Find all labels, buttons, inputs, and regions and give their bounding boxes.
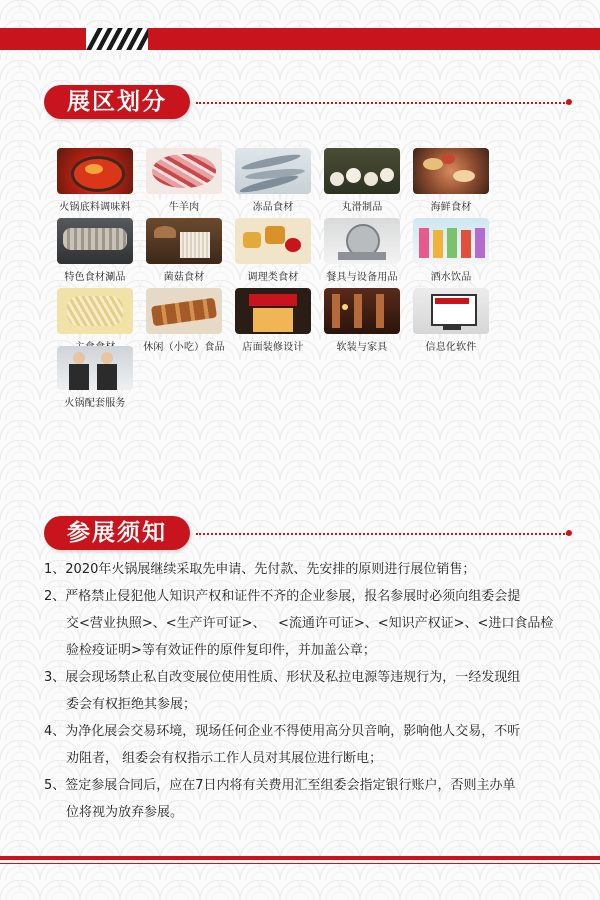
category-item <box>232 288 314 353</box>
section-title-dot <box>566 530 572 536</box>
bottom-thin-line <box>0 863 600 864</box>
category-label: 店面装修设计 <box>242 342 304 353</box>
seafood-image <box>413 148 489 194</box>
category-label: 火锅配套服务 <box>64 398 126 409</box>
category-item <box>54 346 136 409</box>
fried-food-image <box>235 218 311 264</box>
category-item <box>232 218 314 283</box>
category-label: 信息化软件 <box>425 342 477 353</box>
section-title-exhibitor-notice: 参展须知 <box>44 516 190 550</box>
category-item <box>54 148 136 213</box>
hotpot-image <box>57 148 133 194</box>
category-item <box>143 218 225 283</box>
pos-terminal-image <box>413 288 489 334</box>
storefront-image <box>235 288 311 334</box>
category-label: 菌菇食材 <box>163 272 205 283</box>
note-item-5: 5、签定参展合同后，应在7日内将有关费用汇至组委会指定银行账户，否则主办单 位将视为放弃参展。 <box>44 778 516 820</box>
category-item <box>143 288 225 353</box>
category-label: 休闲（小吃）食品 <box>143 342 225 353</box>
category-label: 海鲜食材 <box>430 202 472 213</box>
snacks-image <box>146 288 222 334</box>
slicer-machine-image <box>324 218 400 264</box>
category-item <box>410 148 492 213</box>
meatballs-image <box>324 148 400 194</box>
category-label: 火锅底料调味料 <box>59 202 131 213</box>
category-item <box>321 218 403 283</box>
section-title-dotted-line <box>196 533 568 535</box>
tripe-image <box>57 218 133 264</box>
category-label: 餐具与设备用品 <box>326 272 398 283</box>
note-item-3: 3、展会现场禁止私自改变展位使用性质、形状及私拉电源等违规行为，一经发现组 委会有权拒绝其参展； <box>44 670 521 712</box>
drinks-image <box>413 218 489 264</box>
section-title-dotted-line <box>196 102 568 104</box>
category-item <box>54 218 136 283</box>
category-label: 酒水饮品 <box>430 272 472 283</box>
category-item <box>232 148 314 213</box>
frozen-fish-image <box>235 148 311 194</box>
interior-image <box>324 288 400 334</box>
note-item-1: 1、2020年火锅展继续采取先申请、先付款、先安排的原则进行展位销售； <box>44 562 476 577</box>
exhibitor-notes <box>44 556 584 826</box>
noodles-image <box>57 288 133 334</box>
sliced-meat-image <box>146 148 222 194</box>
staff-image <box>57 346 133 390</box>
category-item <box>143 148 225 213</box>
section-title-dot <box>566 99 572 105</box>
category-label: 软装与家具 <box>336 342 388 353</box>
category-label: 调理类食材 <box>247 272 299 283</box>
category-label: 丸滑制品 <box>341 202 383 213</box>
bottom-red-line <box>0 856 600 860</box>
category-item <box>410 288 492 353</box>
mushroom-image <box>146 218 222 264</box>
category-item <box>410 218 492 283</box>
category-label: 特色食材涮品 <box>64 272 126 283</box>
category-item <box>321 288 403 353</box>
category-item <box>54 288 136 353</box>
top-stripe-decoration <box>86 28 148 50</box>
category-item <box>321 148 403 213</box>
note-item-2: 2、严格禁止侵犯他人知识产权和证件不齐的企业参展，报名参展时必须向组委会提 交<营业执照>、<生产许可证>、 <流通许可证>、<知识产权证>、<进口食品检 验检疫证明>等有效证件的原件复印件，并加盖公章； <box>44 589 554 658</box>
note-item-4: 4、为净化展会交易环境，现场任何企业不得使用高分贝音响，影响他人交易，不听 劝阻者， 组委会有权指示工作人员对其展位进行断电； <box>44 724 521 766</box>
category-label: 冻品食材 <box>252 202 294 213</box>
section-title-exhibition-zones: 展区划分 <box>44 85 190 119</box>
category-label: 牛羊肉 <box>168 202 200 213</box>
